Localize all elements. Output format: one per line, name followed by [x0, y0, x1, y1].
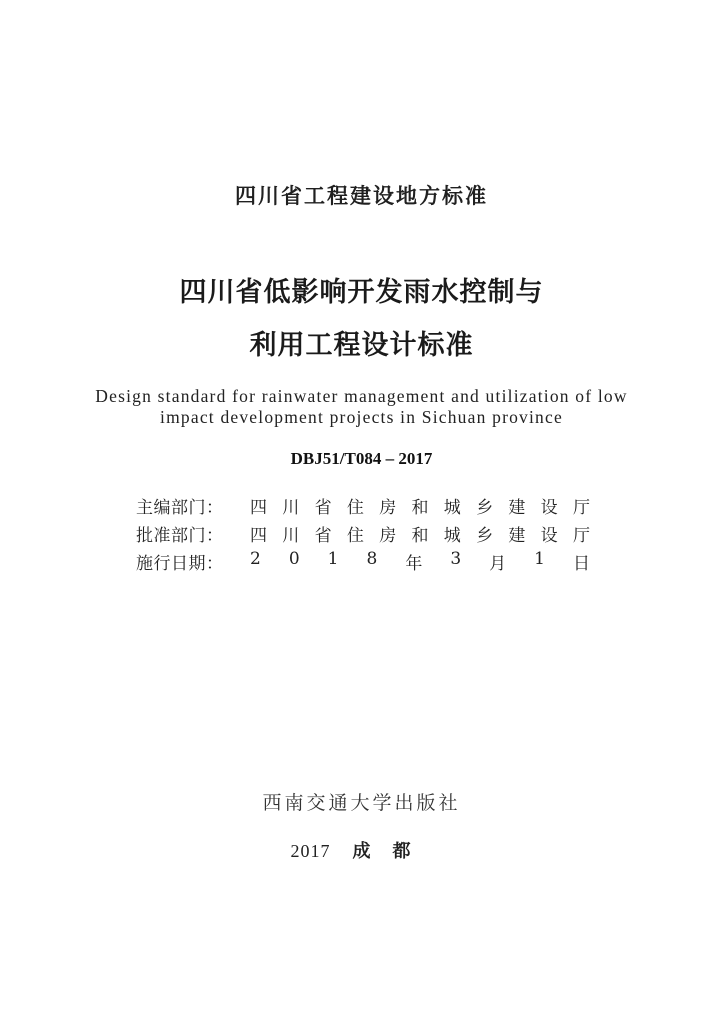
publisher: 西南交通大学出版社 [262, 792, 461, 814]
info-value-char: 四 [250, 526, 267, 546]
english-title-line-1: Design standard for rainwater management and utilization of low [95, 386, 628, 406]
info-value-char: 厅 [572, 498, 590, 518]
imprint-year: 2017 [290, 841, 331, 861]
info-value-char: 厅 [572, 526, 590, 546]
imprint-city: 成都 [352, 841, 433, 862]
english-title-line-2: impact development projects in Sichuan province [160, 407, 563, 427]
info-value-char: 月 [489, 554, 507, 574]
info-value-char: 住 [346, 526, 364, 546]
info-value [250, 549, 590, 574]
info-value-char: 设 [540, 526, 558, 546]
info-label: 施行日期： [136, 554, 224, 574]
info-value-char: 城 [443, 498, 461, 518]
info-value-char: 3 [450, 549, 462, 569]
info-value-char: 建 [508, 498, 526, 518]
info-value-char: 住 [346, 498, 364, 518]
info-value-char: 设 [540, 498, 558, 518]
info-value-char: 年 [405, 554, 423, 574]
info-label: 批准部门： [136, 526, 224, 546]
info-value-char: 城 [443, 526, 461, 546]
info-value-char: 川 [282, 498, 300, 518]
info-value-char: 和 [411, 498, 429, 518]
info-value-char: 乡 [476, 498, 494, 518]
info-value-char: 和 [411, 526, 429, 546]
info-value-char: 日 [572, 554, 590, 574]
imprint [0, 837, 723, 863]
info-value [250, 521, 590, 546]
info-value-char: 8 [366, 549, 378, 569]
info-value-char: 川 [282, 526, 300, 546]
info-value-char: 房 [379, 498, 397, 518]
info-value-char: 省 [314, 498, 332, 518]
info-value-char: 省 [314, 526, 332, 546]
info-value-char: 2 [250, 549, 261, 569]
info-value-char: 房 [379, 526, 397, 546]
info-value-char: 建 [508, 526, 526, 546]
info-value-char: 乡 [476, 526, 494, 546]
info-value-char: 1 [534, 549, 545, 569]
main-title-line-1: 四川省低影响开发雨水控制与 [179, 277, 544, 308]
main-title-line-2: 利用工程设计标准 [249, 330, 474, 361]
info-value [250, 493, 590, 518]
series-title: 四川省工程建设地方标准 [235, 184, 488, 208]
info-value-char: 0 [288, 549, 300, 569]
info-value-char: 四 [250, 498, 267, 518]
info-value-char: 1 [327, 549, 339, 569]
standard-code: DBJ51/T084 – 2017 [290, 449, 433, 468]
info-label: 主编部门： [136, 498, 224, 518]
